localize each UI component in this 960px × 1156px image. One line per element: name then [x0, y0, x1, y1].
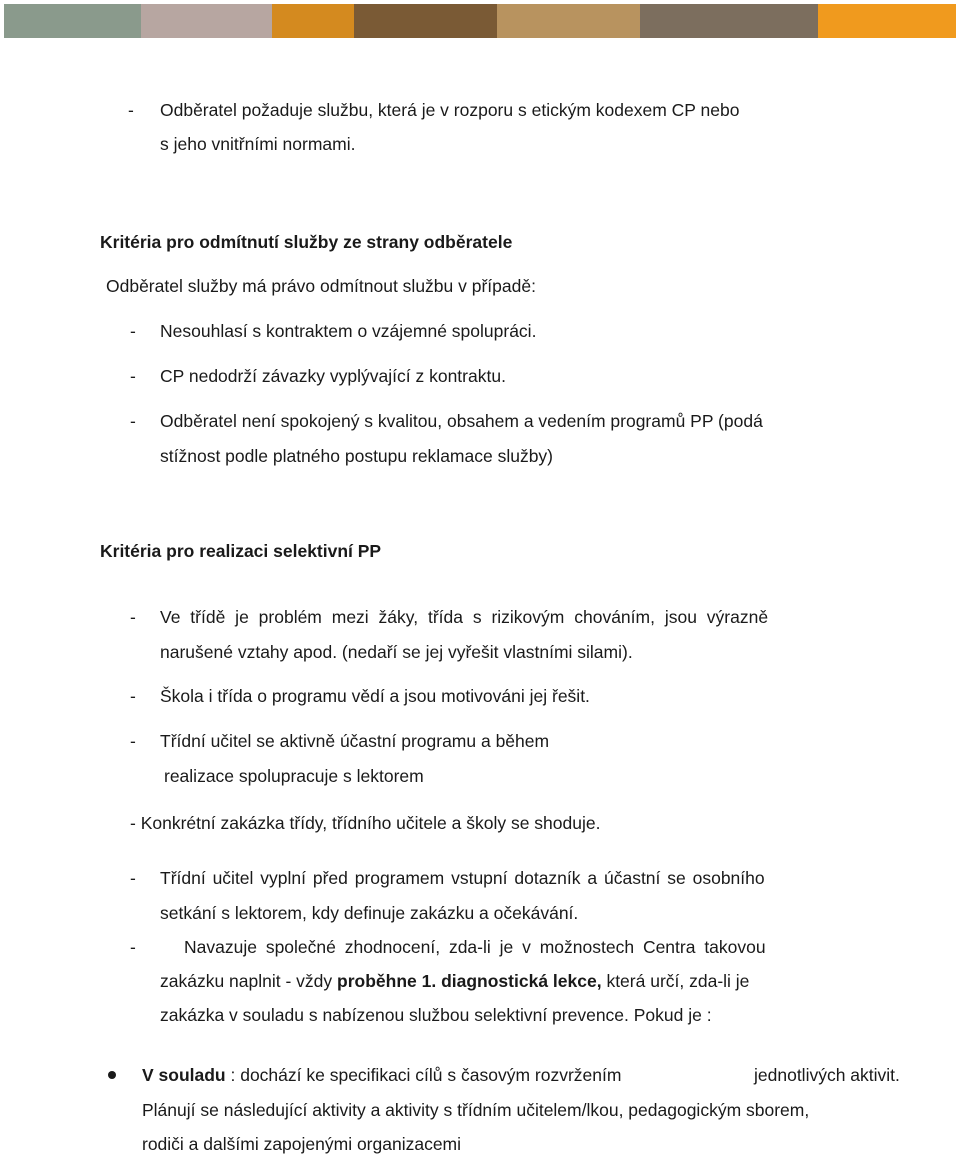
list-item-text: Ve třídě je problém mezi žáky, třída s rizikovým chováním, jsou výrazně	[160, 607, 769, 627]
list-dash: -	[130, 411, 136, 431]
list-dash: -	[130, 607, 136, 627]
bold-text-run: V souladu	[142, 1065, 226, 1085]
list-dash: -	[130, 937, 136, 957]
list-item-text	[160, 970, 749, 992]
bullet-item-text	[142, 1064, 621, 1086]
list-item-text: Navazuje společné zhodnocení, zda-li je v možnostech Centra takovou	[184, 937, 766, 957]
list-item-text: Třídní učitel vyplní před programem vstupní dotazník a účastní se osobního	[160, 868, 765, 888]
list-dash: -	[128, 100, 134, 120]
list-item-text	[160, 99, 865, 121]
list-item-text: realizace spolupracuje s lektorem	[164, 766, 424, 786]
list-item-text: zakázka v souladu s nabízenou službou selektivní prevence. Pokud je :	[160, 1005, 712, 1025]
text-line: Odběratel požaduje službu, která je v rozporu s etickým kodexem CP nebo	[160, 100, 740, 120]
text-run: která určí, zda-li je	[601, 971, 750, 991]
list-dash: -	[130, 321, 136, 341]
section-heading: Kritéria pro odmítnutí služby ze strany odběratele	[100, 232, 513, 252]
list-dash: -	[130, 366, 136, 386]
bullet-item-text: rodiči a dalšími zapojenými organizacemi	[142, 1134, 462, 1154]
list-dash: -	[130, 868, 136, 888]
bullet-item-text: Plánují se následující aktivity a aktivity s třídním učitelem/lkou, pedagogickým sborem,	[142, 1100, 810, 1120]
list-item-text: Třídní učitel se aktivně účastní programu a během	[160, 731, 550, 751]
list-item-text: - Konkrétní zakázka třídy, třídního učitele a školy se shoduje.	[130, 813, 601, 833]
bullet-item-text: jednotlivých aktivit.	[754, 1065, 900, 1085]
text-line: Odběratel není spokojený s kvalitou, obsahem a vedením programů PP (podá	[160, 411, 763, 431]
list-item-text: s jeho vnitřními normami.	[160, 134, 356, 154]
list-item-text: stížnost podle platného postupu reklamace služby)	[160, 446, 554, 466]
list-dash: -	[130, 686, 136, 706]
text-run: zakázku naplnit - vždy	[160, 971, 338, 991]
list-dash: -	[130, 731, 136, 751]
list-item-text	[160, 410, 865, 432]
text-run: : dochází ke specifikaci cílů s časovým rozvržením	[225, 1065, 622, 1085]
list-item-text: Nesouhlasí s kontraktem o vzájemné spolupráci.	[160, 321, 537, 341]
list-item-text: narušené vztahy apod. (nedaří se jej vyřešit vlastními silami).	[160, 642, 633, 662]
bold-text-run: proběhne 1. diagnostická lekce,	[337, 971, 602, 991]
list-item-text: setkání s lektorem, kdy definuje zakázku a očekávání.	[160, 903, 579, 923]
intro-text: Odběratel služby má právo odmítnout službu v případě:	[106, 276, 536, 296]
list-item-text: Škola i třída o programu vědí a jsou motivováni jej řešit.	[160, 686, 590, 706]
bullet-point	[108, 1071, 116, 1079]
section-heading: Kritéria pro realizaci selektivní PP	[100, 541, 382, 561]
list-item-text: CP nedodrží závazky vyplývající z kontraktu.	[160, 366, 506, 386]
